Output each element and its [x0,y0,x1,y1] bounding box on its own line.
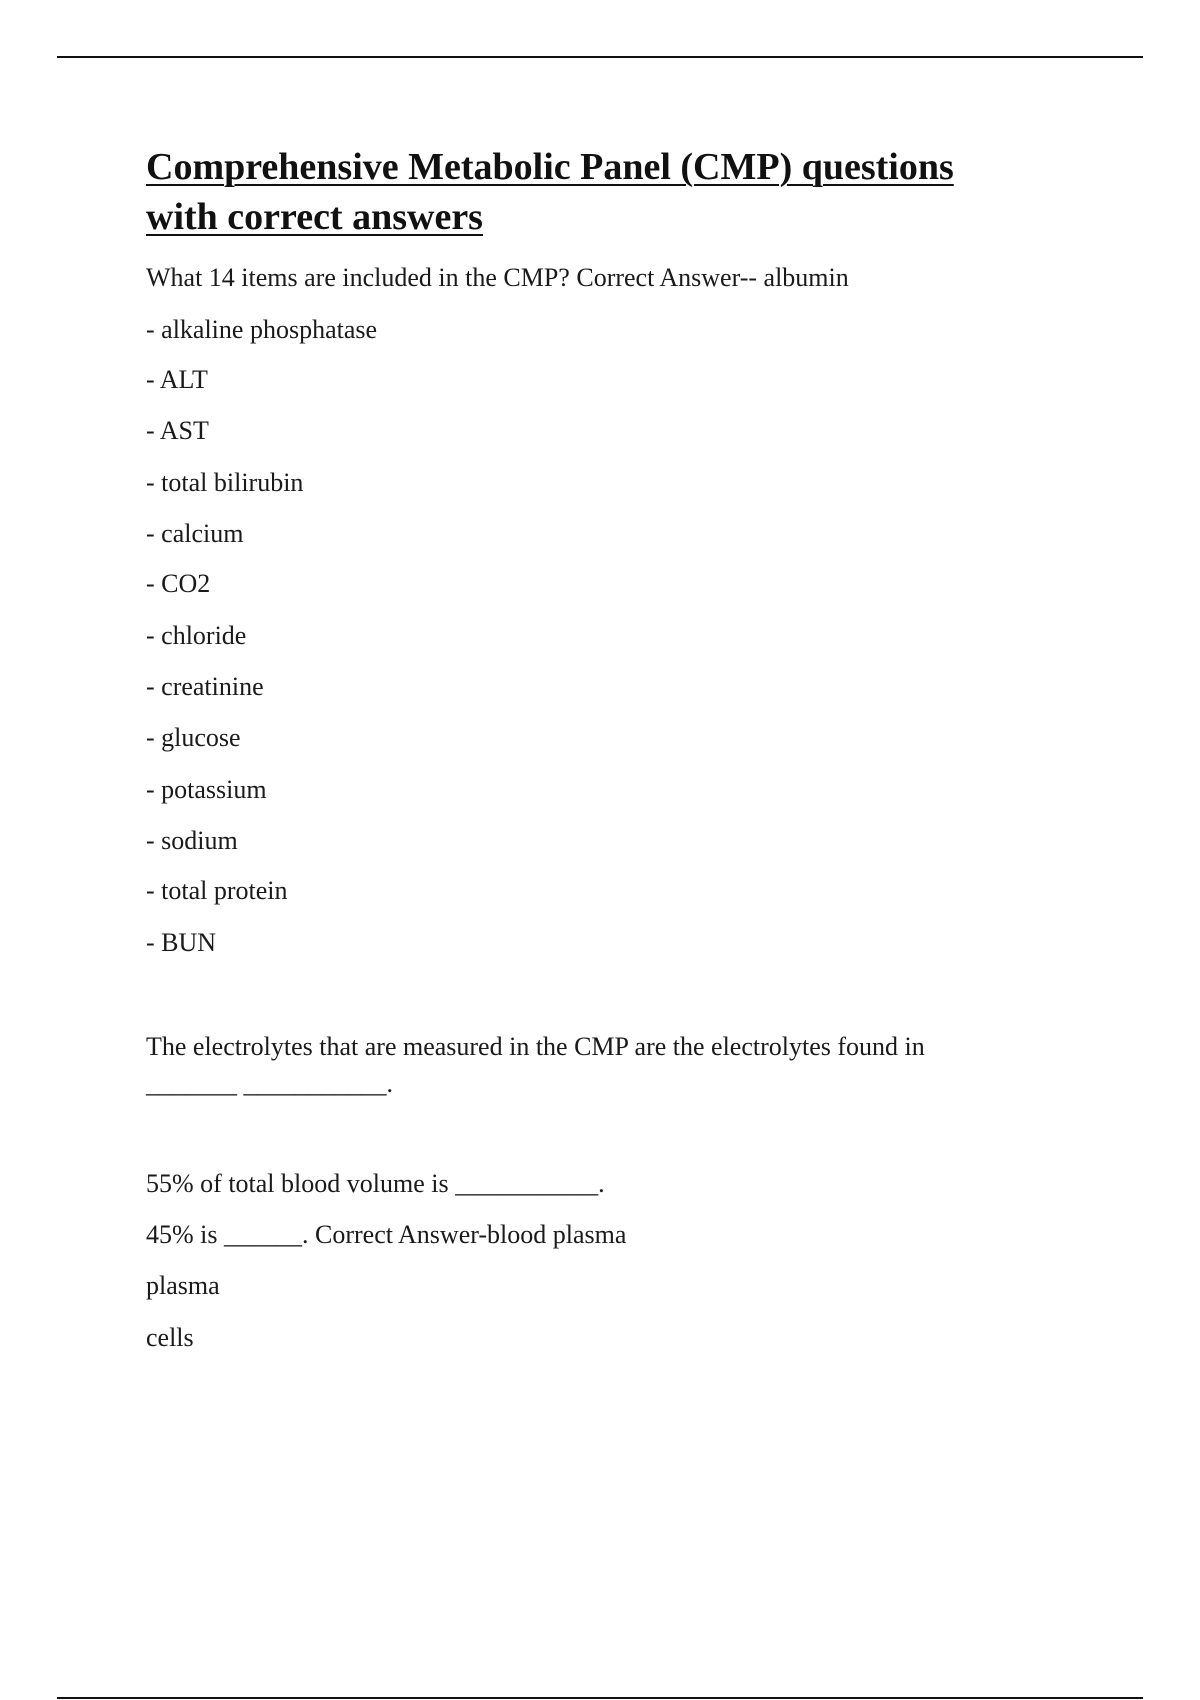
title-line-2: with correct answers [146,196,483,238]
question-3-line-1: 55% of total blood volume is ___________. [146,1169,605,1198]
title-line-1: Comprehensive Metabolic Panel (CMP) questions [146,146,954,188]
header-rule [57,56,1143,58]
list-item: - glucose [146,723,241,752]
list-item: - total protein [146,876,288,905]
list-item: - BUN [146,928,217,957]
list-item: - potassium [146,775,267,804]
list-item: - calcium [146,519,244,548]
question-3-line-4: cells [146,1323,194,1352]
list-item: - creatinine [146,672,264,701]
list-item: - ALT [146,365,208,394]
list-item: - total bilirubin [146,468,304,497]
question-1-prompt: What 14 items are included in the CMP? Correct Answer-- albumin [146,263,849,292]
question-3-line-2: 45% is ______. Correct Answer-blood plasma [146,1220,627,1249]
list-item: - sodium [146,826,238,855]
question-2-line-1: The electrolytes that are measured in the CMP are the electrolytes found in [146,1032,925,1061]
page-title [146,142,1046,242]
list-item: - AST [146,416,209,445]
list-item: - CO2 [146,569,211,598]
footer-rule [57,1697,1143,1699]
question-3-line-3: plasma [146,1271,220,1300]
question-2-line-2: _______ ___________. [146,1069,393,1098]
list-item: - alkaline phosphatase [146,315,378,344]
list-item: - chloride [146,621,247,650]
